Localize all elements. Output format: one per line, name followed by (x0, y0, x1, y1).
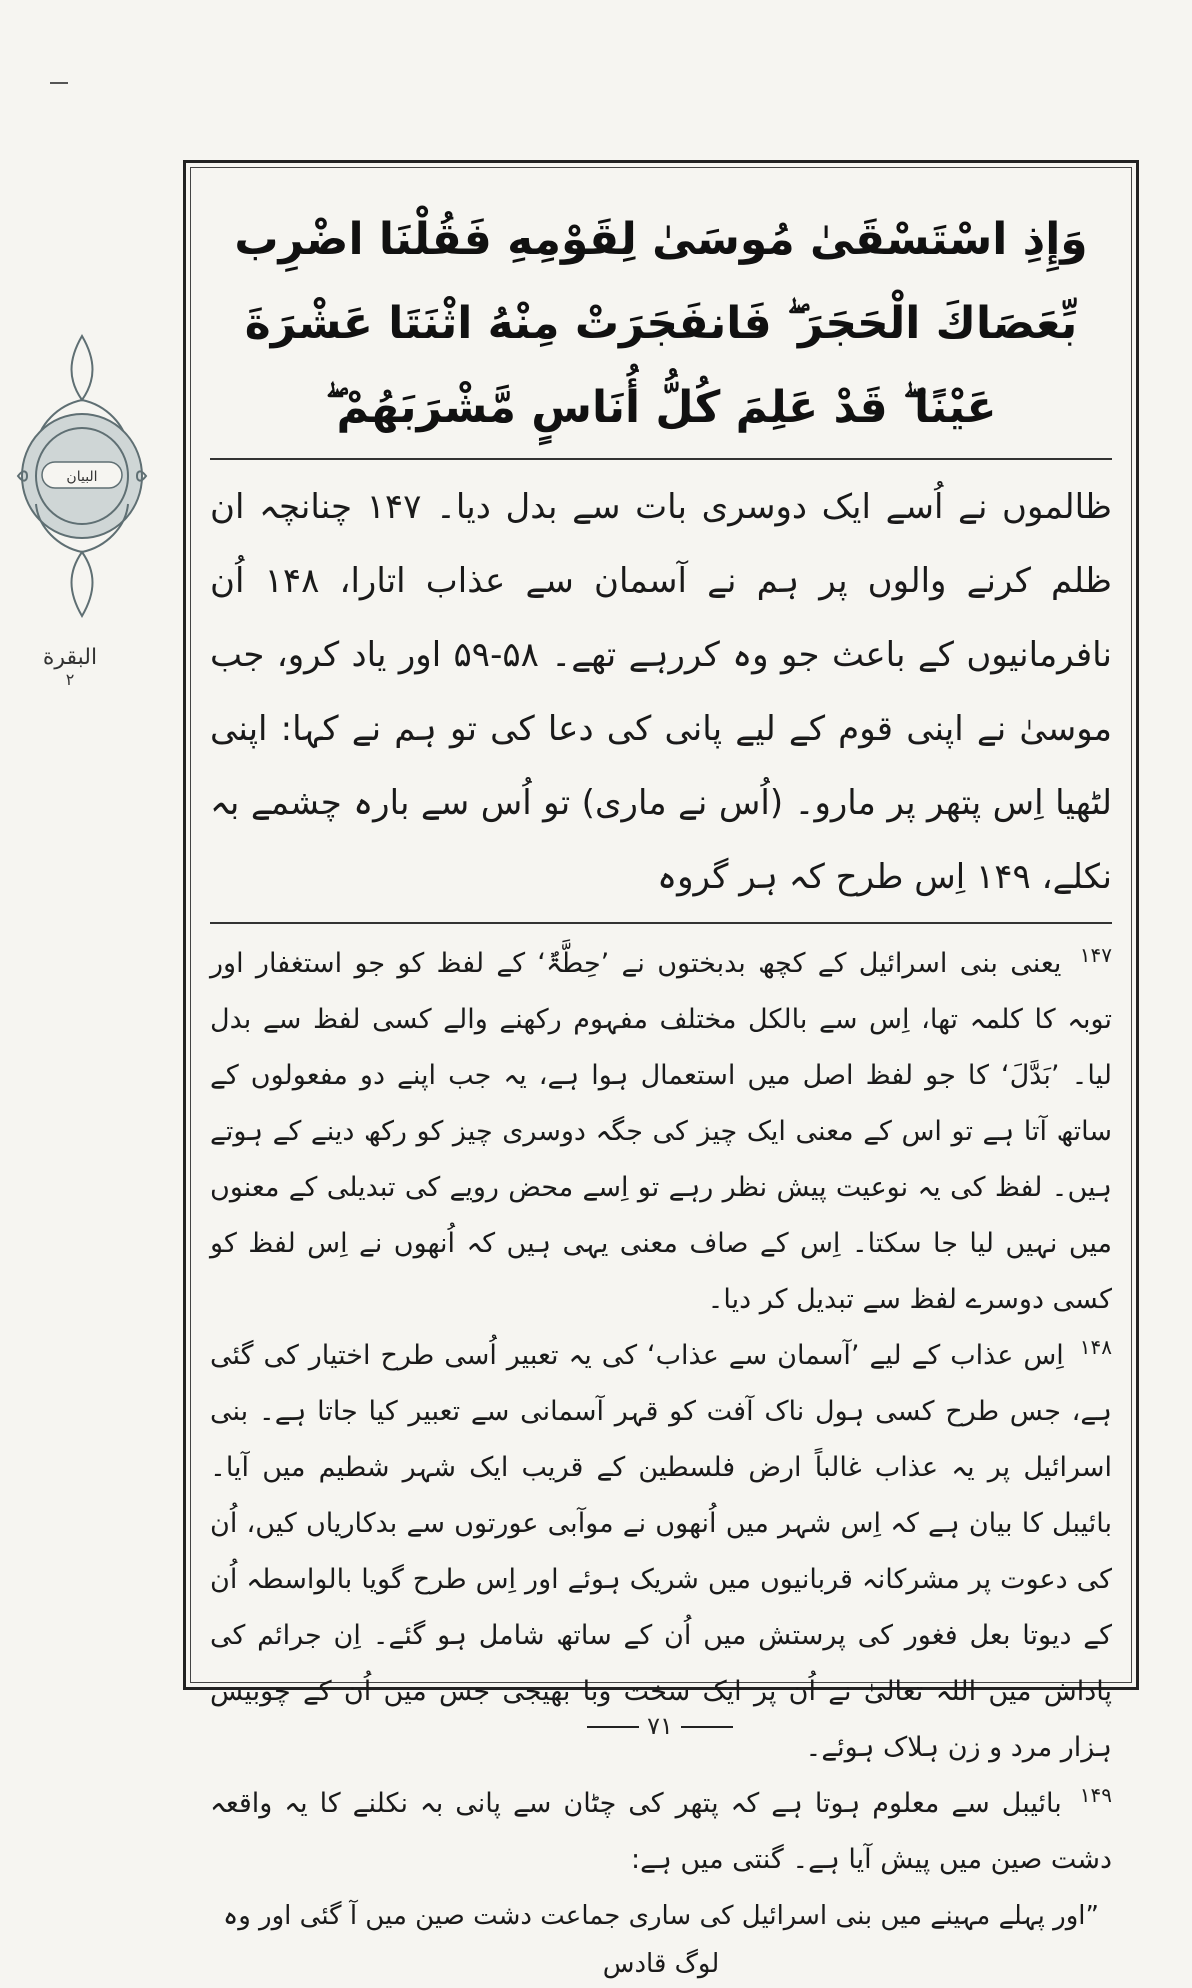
ornament-logo-icon (8, 330, 156, 622)
page-number-dash (587, 1726, 639, 1728)
page-number-dash (681, 1726, 733, 1728)
svg-text:البیان: البیان (66, 469, 98, 485)
page-number-footer (560, 1712, 760, 1740)
bible-quote: ”اور پہلے مہینے میں بنی اسرائیل کی ساری جماعت دشت صین میں آ گئی اور وہ لوگ قادس (223, 1901, 1099, 1979)
surah-label (25, 645, 115, 689)
page-corner-mark (50, 82, 68, 84)
footnote-148 (210, 1328, 1112, 1776)
urdu-translation: ظالموں نے اُسے ایک دوسری بات سے بدل دیا۔ ۱۴۷ چنانچہ ان ظلم کرنے والوں پر ہم نے آسمان سے عذاب اتارا، ۱۴۸ اُن نافرمانیوں کے باعث جو وہ کررہے تھے۔ ۵۸-۵۹ اور یاد کرو، جب موسیٰ نے اپنی قوم کے لیے پانی کی دعا کی تو ہم نے کہا: اپنی لٹھیا اِس پتھر پر مارو۔ (اُس نے ماری) تو اُس سے بارہ چشمے بہ نکلے، ۱۴۹ اِس طرح کہ ہر گروہ (210, 487, 1112, 897)
footnote-divider (210, 922, 1112, 924)
footnote-number: ۱۴۸ (1079, 1335, 1112, 1359)
verse-divider (210, 458, 1112, 460)
page-number: ۷۱ (647, 1712, 673, 1740)
footnote-147 (210, 936, 1112, 1328)
surah-number: ۲ (65, 670, 75, 689)
footnote-text: یعنی بنی اسرائیل کے کچھ بدبختوں نے ’حِطَّۃٌ‘ کے لفظ کو جو استغفار اور توبہ کا کلمہ تھا، اِس سے بالکل مختلف مفہوم رکھنے والے کسی لفظ سے بدل لیا۔ ’بَدَّلَ‘ کا جو لفظ اصل میں استعمال ہوا ہے، یہ جب اپنے دو مفعولوں کے ساتھ آتا ہے تو اس کے معنی ایک چیز کی جگہ دوسری چیز کو رکھ دینے کے ہوتے ہیں۔ لفظ کی یہ نوعیت پیش نظر رہے تو اِسے محض رویے کی تبدیلی کے معنوں میں نہیں لیا جا سکتا۔ اِس کے صاف معنی یہی ہیں کہ اُنھوں نے اِس لفظ کو کسی دوسرے لفظ سے تبدیل کر دیا۔ (210, 948, 1112, 1315)
footnote-number: ۱۴۹ (1079, 1783, 1112, 1807)
footnote-text: بائیبل سے معلوم ہوتا ہے کہ پتھر کی چٹان سے پانی بہ نکلنے کا یہ واقعہ دشت صین میں پیش آیا ہے۔ گنتی میں ہے: (210, 1788, 1112, 1875)
footnote-149 (210, 1776, 1112, 1888)
footnotes (210, 936, 1112, 1988)
surah-name: البقرة (42, 645, 98, 670)
arabic-verse: وَإِذِ اسْتَسْقَىٰ مُوسَىٰ لِقَوْمِهِ فَقُلْنَا اضْرِب بِّعَصَاكَ الْحَجَرَ ۖ فَانفَجَرَتْ مِنْهُ اثْنَتَا عَشْرَةَ عَيْنًا ۖ قَدْ عَلِمَ كُلُّ أُنَاسٍ مَّشْرَبَهُمْ ۖ (234, 214, 1088, 433)
footnote-text: اِس عذاب کے لیے ’آسمان سے عذاب‘ کی یہ تعبیر اُسی طرح اختیار کی گئی ہے، جس طرح کسی ہول ناک آفت کو قہر آسمانی سے تعبیر کیا جاتا ہے۔ بنی اسرائیل پر یہ عذاب غالباً ارض فلسطین کے قریب ایک شہر شطیم میں آیا۔ بائیبل کا بیان ہے کہ اِس شہر میں اُنھوں نے موآبی عورتوں سے بدکاریاں کیں، اُن کی دعوت پر مشرکانہ قربانیوں میں شریک ہوئے اور اِس طرح گویا بالواسطہ اُن کے دیوتا بعل فغور کی پرستش میں اُن کے ساتھ شامل ہو گئے۔ اِن جرائم کی پاداش میں اللہ تعالیٰ نے اُن پر ایک سخت وبا بھیجی جس میں اُن کے چوبیس ہزار مرد و زن ہلاک ہوئے۔ (210, 1340, 1112, 1763)
footnote-number: ۱۴۷ (1079, 943, 1112, 967)
